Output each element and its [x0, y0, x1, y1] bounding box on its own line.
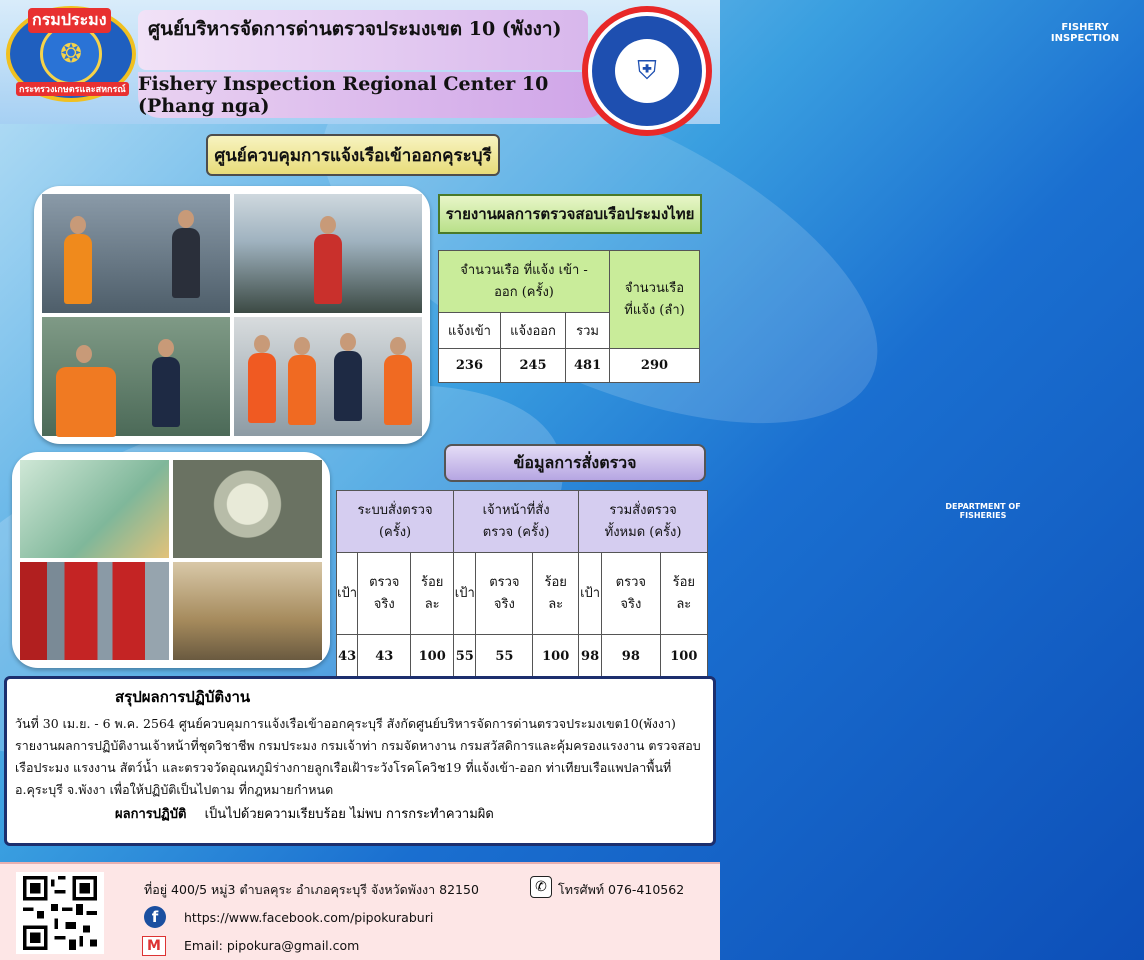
report-title: รายงานผลการตรวจสอบเรือประมงไทย: [438, 194, 702, 234]
inspection-group-total: รวมสั่งตรวจทั้งหมด (ครั้ง): [579, 491, 708, 553]
inspection-value: 100: [411, 635, 454, 679]
shield-icon: ⛨: [615, 39, 679, 103]
inspection-sub-target: เป้า: [454, 553, 476, 635]
report-value-in: 236: [439, 349, 501, 383]
footer-phone: โทรศัพท์ 076-410562: [558, 882, 685, 897]
qr-code-icon: [16, 872, 104, 954]
photo-equipment-3: [20, 562, 169, 660]
inspection-sub-percent: ร้อย ละ: [533, 553, 579, 635]
inspection-table: [336, 490, 708, 679]
inspection-title: ข้อมูลการสั่งตรวจ: [444, 444, 706, 482]
summary-result: [115, 803, 705, 824]
report-header-total: รวม: [566, 313, 610, 349]
report-value-boats: 290: [610, 349, 700, 383]
logo-left-top-text: กรมประมง: [28, 8, 111, 33]
summary-body: วันที่ 30 เม.ย. - 6 พ.ค. 2564 ศูนย์ควบคุมการแจ้งเรือเข้าออกคุระบุรี สังกัดศูนย์บริหารจัดการด่านตรวจประมงเขต10(พังงา) รายงานผลการปฏิบัติงานเจ้าหน้าที่ชุดวิชาชีพ กรมประมง กรมเจ้าท่า กรมจัดหางาน กรมสวัสดิการและคุ้มครองแรงงาน ตรวจสอบ เรือประมง แรงงาน สัตว์น้ำ และตรวจวัดอุณหภูมิร่างกายลูกเรือเฝ้าระวังโรคโควิช19 ที่แจ้งเข้า-ออก ท่าเทียบเรือแพปลาพื้นที่ อ.คุระบุรี จ.พังงา เพื่อให้ปฏิบัติเป็นไปตาม ที่กฎหมายกำหนด: [15, 716, 701, 797]
inspection-value: 55: [476, 635, 533, 679]
report-value-out: 245: [500, 349, 565, 383]
inspection-group-officer: เจ้าหน้าที่สั่งตรวจ (ครั้ง): [454, 491, 579, 553]
photo-equipment-2: [173, 460, 322, 558]
inspection-value: 100: [660, 635, 707, 679]
inspection-sub-actual: ตรวจ จริง: [476, 553, 533, 635]
photo-equipment-4: [173, 562, 322, 660]
summary-box: [4, 676, 716, 846]
photo-inspection-4: [234, 317, 422, 436]
photo-inspection-3: [42, 317, 230, 436]
email-icon: M: [142, 936, 166, 956]
center-title: ศูนย์ควบคุมการแจ้งเรือเข้าออกคุระบุรี: [206, 134, 500, 176]
page-title-thai: ศูนย์บริหารจัดการด่านตรวจประมงเขต 10 (พังงา): [148, 18, 562, 40]
department-of-fisheries-logo: [6, 6, 136, 102]
emblem-icon: ❂: [40, 23, 102, 85]
footer: [0, 862, 720, 960]
inspection-sub-target: เป้า: [579, 553, 602, 635]
footer-facebook-link[interactable]: https://www.facebook.com/pipokuraburi: [184, 910, 434, 925]
phone-icon: ✆: [530, 876, 552, 898]
fishery-inspection-logo: FISHERY INSPECTION ⛨ DEPARTMENT OF FISHERIES: [582, 6, 712, 136]
photo-collage-inspection: [34, 186, 430, 444]
result-label: ผลการปฏิบัติ: [115, 807, 187, 822]
inspection-sub-actual: ตรวจ จริง: [602, 553, 661, 635]
result-text: เป็นไปด้วยความเรียบร้อย ไม่พบ การกระทำความผิด: [204, 807, 494, 822]
photo-equipment-1: [20, 460, 169, 558]
footer-email-link[interactable]: Email: pipokura@gmail.com: [184, 938, 360, 953]
logo-left-bottom-text: กระทรวงเกษตรและสหกรณ์: [16, 82, 129, 96]
inspection-value: 43: [358, 635, 411, 679]
photo-inspection-2: [234, 194, 422, 313]
footer-address: ที่อยู่ 400/5 หมู่3 ตำบลคุระ อำเภอคุระบุรี จังหวัดพังงา 82150: [144, 882, 479, 897]
report-header-in: แจ้งเข้า: [439, 313, 501, 349]
summary-heading: สรุปผลการปฏิบัติงาน: [115, 688, 251, 706]
inspection-sub-percent: ร้อย ละ: [660, 553, 707, 635]
report-table: [438, 250, 700, 383]
facebook-icon: f: [144, 906, 166, 928]
photo-collage-equipment: [12, 452, 330, 668]
inspection-value: 98: [602, 635, 661, 679]
inspection-group-system: ระบบสั่งตรวจ (ครั้ง): [337, 491, 454, 553]
inspection-sub-actual: ตรวจ จริง: [358, 553, 411, 635]
report-value-total: 481: [566, 349, 610, 383]
inspection-value: 98: [579, 635, 602, 679]
page-title-english: Fishery Inspection Regional Center 10 (Phang nga): [138, 72, 608, 118]
inspection-value: 100: [533, 635, 579, 679]
photo-inspection-1: [42, 194, 230, 313]
report-header-out: แจ้งออก: [500, 313, 565, 349]
report-header-group: จำนวนเรือ ที่แจ้ง เข้า - ออก (ครั้ง): [439, 251, 610, 313]
inspection-sub-percent: ร้อย ละ: [411, 553, 454, 635]
logo-right-top-text: FISHERY INSPECTION: [1050, 22, 1120, 44]
inspection-value: 55: [454, 635, 476, 679]
inspection-sub-target: เป้า: [337, 553, 358, 635]
report-header-boats: จำนวนเรือ ที่แจ้ง (ลำ): [610, 251, 700, 349]
inspection-value: 43: [337, 635, 358, 679]
